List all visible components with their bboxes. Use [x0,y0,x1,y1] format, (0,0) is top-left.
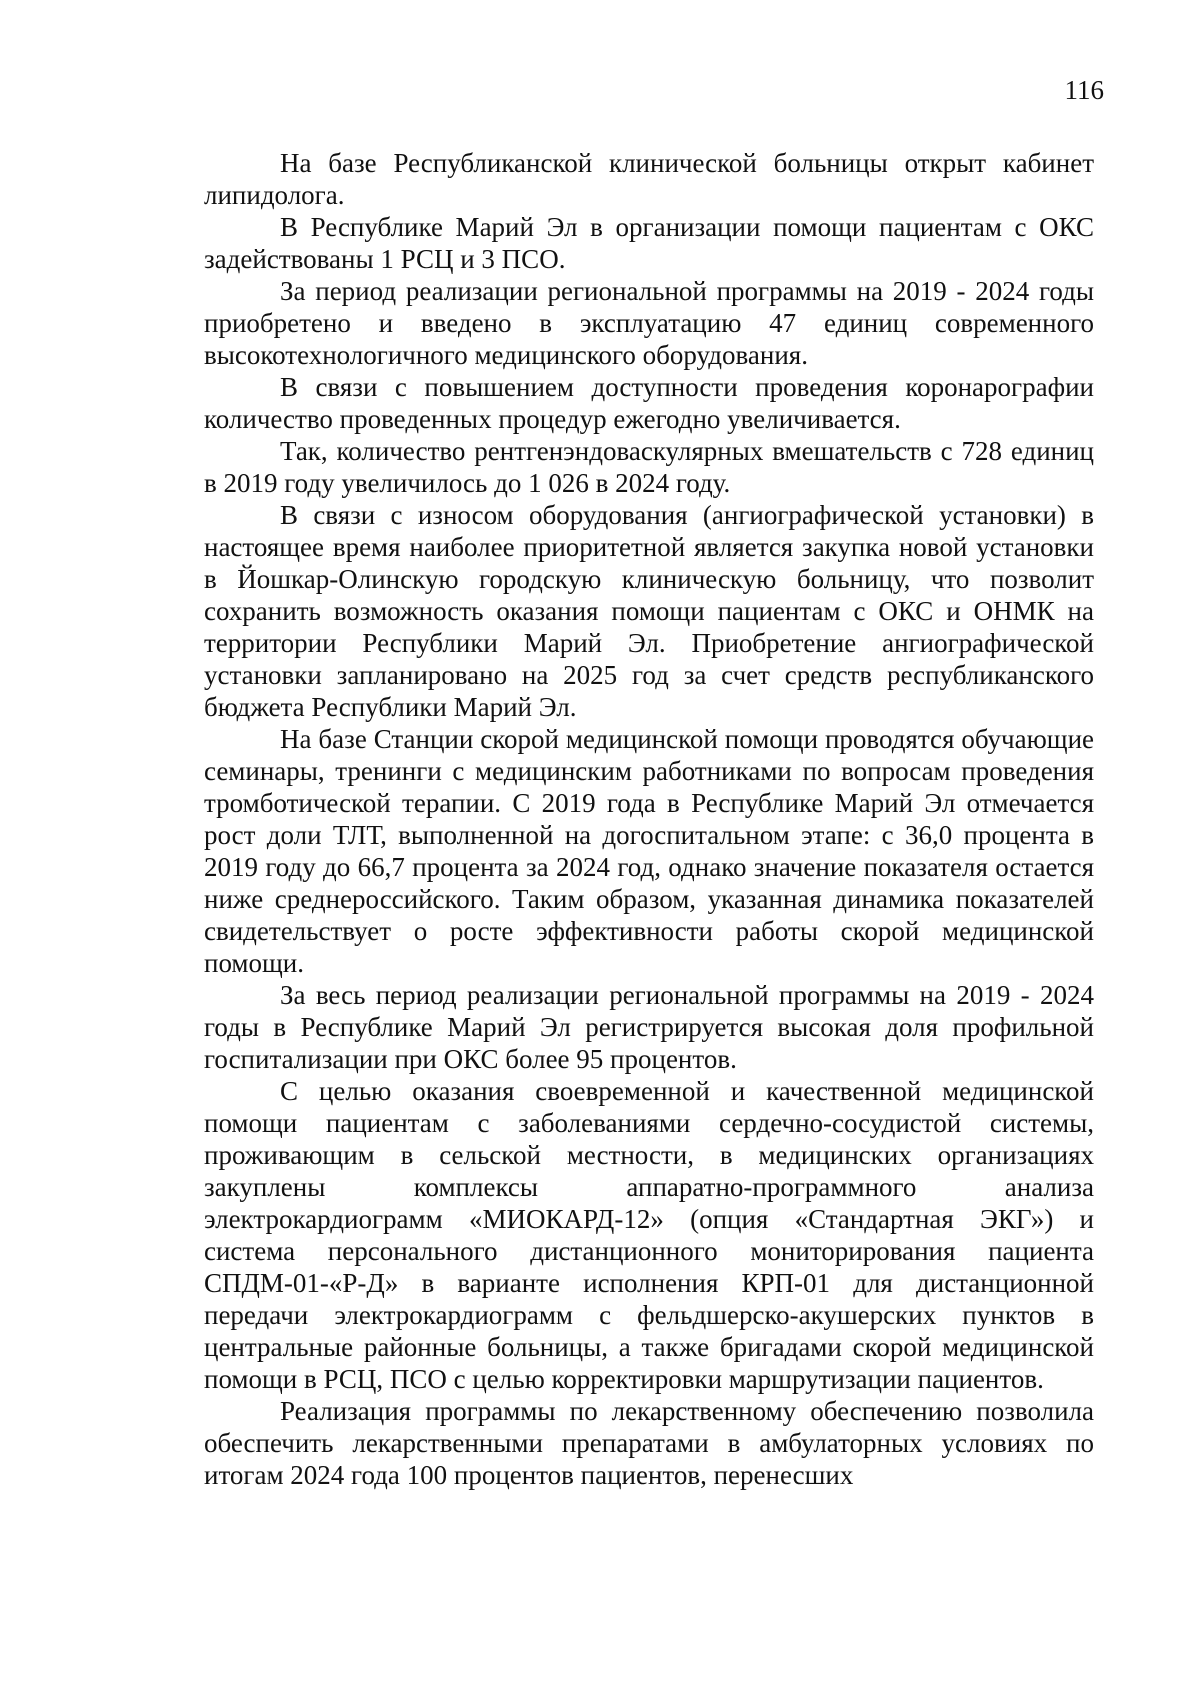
paragraph-lipidologist-office: На базе Республиканской клинической больницы открыт кабинет липидолога. [204,148,1094,210]
paragraph-equipment-acquired: За период реализации региональной программы на 2019 - 2024 годы приобретено и введено в эксплуатацию 47 единиц современного высокотехнологичного медицинского оборудования. [204,276,1094,370]
paragraph-oks-care-organization: В Республике Марий Эл в организации помощи пациентам с ОКС задействованы 1 РСЦ и 3 ПСО. [204,212,1094,274]
paragraph-angiography-unit: В связи с износом оборудования (ангиографической установки) в настоящее время наиболее приоритетной является закупка новой установки в Йошкар-Олинскую городскую клиническую больницу, что позволит сохранить возможность оказания помощи пациентам с ОКС и ОНМК на территории Республики Марий Эл. Приобретение ангиографической установки запланировано на 2025 год за счет средств республиканского бюджета Республики Марий Эл. [204,500,1094,722]
paragraph-drug-provision: Реализация программы по лекарственному обеспечению позволила обеспечить лекарственными препаратами в амбулаторных условиях по итогам 2024 года 100 процентов пациентов, перенесших [204,1396,1094,1490]
paragraph-interventions-count: Так, количество рентгенэндоваскулярных вмешательств с 728 единиц в 2019 году увеличилось до 1 026 в 2024 году. [204,436,1094,498]
paragraph-ambulance-training: На базе Станции скорой медицинской помощи проводятся обучающие семинары, тренинги с медицинским работниками по вопросам проведения тромботической терапии. С 2019 года в Республике Марий Эл отмечается рост доли ТЛТ, выполненной на догоспитальном этапе: с 36,0 процента в 2019 году до 66,7 процента за 2024 год, однако значение показателя остается ниже среднероссийского. Таким образом, указанная динамика показателей свидетельствует о росте эффективности работы скорой медицинской помощи. [204,724,1094,978]
paragraph-coronarography-access: В связи с повышением доступности проведения коронарографии количество проведенных процедур ежегодно увеличивается. [204,372,1094,434]
paragraph-profile-hospitalization: За весь период реализации региональной программы на 2019 - 2024 годы в Республике Марий Эл регистрируется высокая доля профильной госпитализации при ОКС более 95 процентов. [204,980,1094,1074]
paragraph-ecg-complexes: С целью оказания своевременной и качественной медицинской помощи пациентам с заболеваниями сердечно-сосудистой системы, проживающим в сельской местности, в медицинских организациях закуплены комплексы аппаратно-программного анализа электрокардиограмм «МИОКАРД-12» (опция «Стандартная ЭКГ») и система персонального дистанционного мониторирования пациента СПДМ-01-«Р-Д» в варианте исполнения КРП-01 для дистанционной передачи электрокардиограмм с фельдшерско-акушерских пунктов в центральные районные больницы, а также бригадами скорой медицинской помощи в РСЦ, ПСО с целью корректировки маршрутизации пациентов. [204,1076,1094,1394]
page-number: 116 [1064,75,1104,105]
document-body [204,147,1094,1491]
